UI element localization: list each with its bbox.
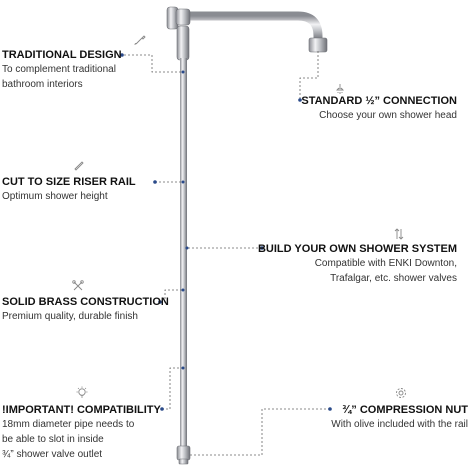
pen-icon [72,158,86,172]
feature-description-line: bathroom interiors [2,79,83,90]
feature-title: CUT TO SIZE RISER RAIL [2,176,136,188]
tools-icon [71,279,85,293]
arrows-icon [392,227,406,241]
feature-description-line: Choose your own shower head [319,110,457,121]
feature-description-line: Compatible with ENKI Downton, [314,258,457,269]
feature-solid-brass-construction [2,295,169,324]
connector-line-traditional-design [120,55,183,72]
marker-dot [182,181,185,184]
brush-icon [133,33,147,47]
feature-description-line: be able to slot in inside [2,434,104,445]
feature-title: BUILD YOUR OWN SHOWER SYSTEM [257,243,457,255]
olive-shape [179,459,188,464]
feature-description-line: Premium quality, durable finish [2,311,138,322]
bulb-icon [75,386,89,400]
feature-title: !IMPORTANT! COMPATIBILITY [2,404,161,416]
feature-important-compatibility [2,403,161,462]
marker-dot [182,71,185,74]
connector-line-compression-nut [190,409,330,455]
feature-title: TRADITIONAL DESIGN [2,49,122,61]
shower-head-connector [309,38,327,52]
feature-build-your-own-shower-system [258,242,457,286]
feature-description-line: To complement traditional [2,64,116,75]
connector-line-compatibility [162,368,183,409]
feature-traditional-design [2,48,122,92]
feature-description-line: With olive included with the rail [331,419,468,430]
feature-title: STANDARD ½” CONNECTION [301,95,457,107]
feature-description-line: ¾” shower valve outlet [2,449,103,460]
elbow-joint [176,9,190,25]
feature-description-line: 18mm diameter pipe needs to [2,419,135,430]
feature-description-line: Optimum shower height [2,191,108,202]
gear-icon [394,386,408,400]
t-joint [177,26,189,60]
marker-dot [153,180,157,184]
feature-title: ¾” COMPRESSION NUT [342,404,468,416]
feature-cut-to-size-riser-rail [2,175,136,204]
marker-dot [182,367,185,370]
shower-arm [178,16,318,40]
compression-nut-shape [177,446,190,460]
connector-line-standard-connection [300,51,318,100]
feature-standard-connection [301,94,457,123]
marker-dot [182,289,185,292]
feature-title: SOLID BRASS CONSTRUCTION [2,296,169,308]
feature-description-line: Trafalgar, etc. shower valves [330,273,457,284]
feature-compression-nut [331,403,468,432]
marker-dot [186,247,189,250]
riser-rail [180,58,187,448]
